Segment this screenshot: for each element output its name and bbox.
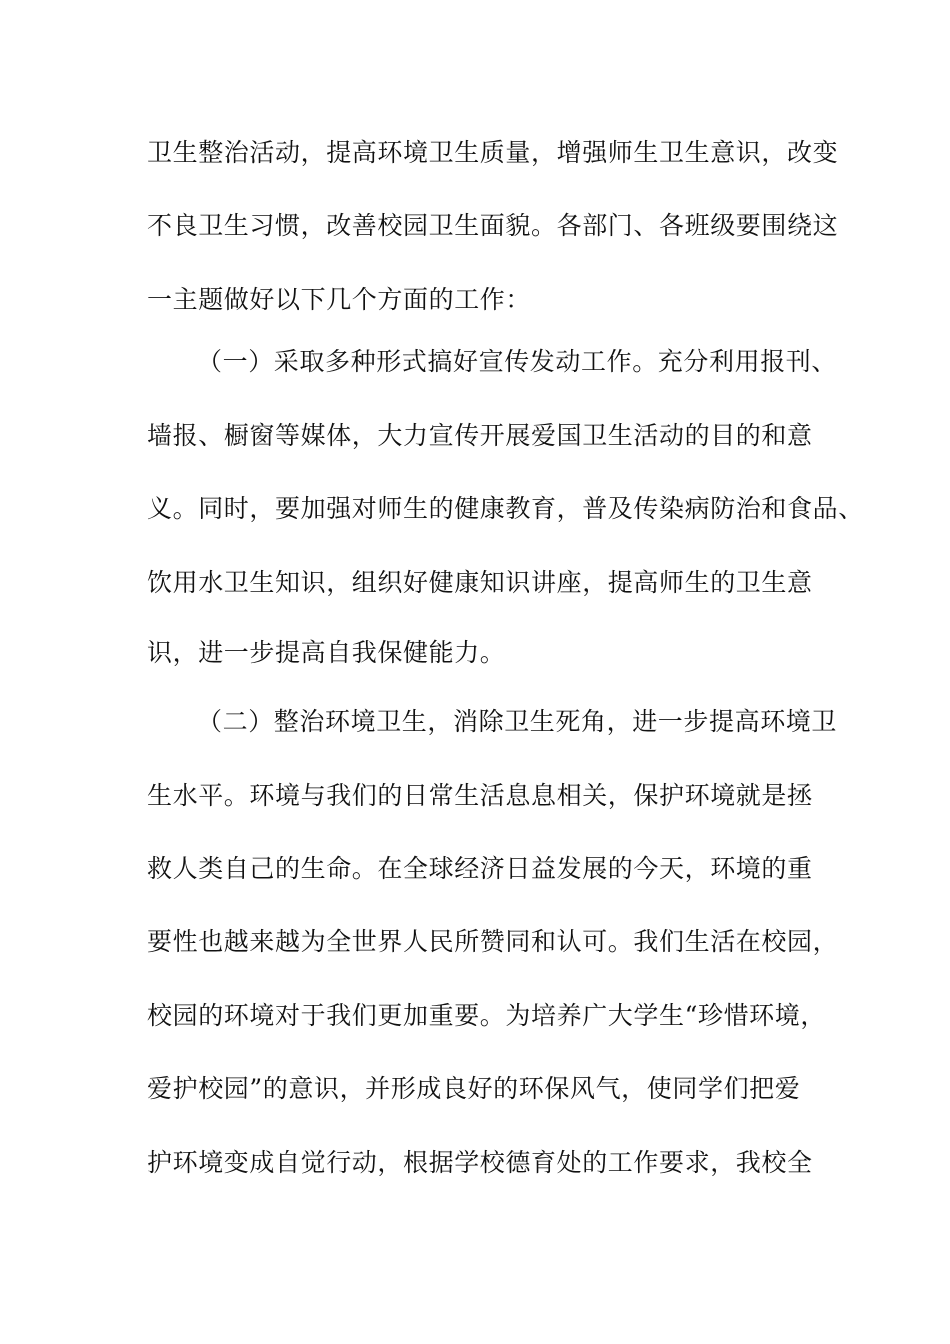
text-line: 墙报、橱窗等媒体，大力宣传开展爱国卫生活动的目的和意	[147, 421, 813, 450]
text-line: 义。同时，要加强对师生的健康教育，普及传染病防治和食品、	[147, 494, 864, 523]
text-line: 卫生整治活动，提高环境卫生质量，增强师生卫生意识，改变	[147, 138, 839, 167]
text-line: 护环境变成自觉行动，根据学校德育处的工作要求，我校全	[147, 1148, 813, 1177]
text-line: 生水平。环境与我们的日常生活息息相关，保护环境就是拯	[147, 781, 813, 810]
paragraph-heading-2: （二）整治环境卫生，消除卫生死角，进一步提高环境卫	[197, 707, 838, 736]
text-line: 要性也越来越为全世界人民所赞同和认可。我们生活在校园，	[147, 927, 839, 956]
paragraph-heading-1: （一）采取多种形式搞好宣传发动工作。充分利用报刊、	[197, 347, 838, 376]
text-line: 一主题做好以下几个方面的工作：	[147, 285, 532, 314]
text-line: 识，进一步提高自我保健能力。	[147, 638, 506, 667]
text-line: 爱护校园”的意识，并形成良好的环保风气，使同学们把爱	[147, 1074, 801, 1103]
text-line: 校园的环境对于我们更加重要。为培养广大学生“珍惜环境，	[147, 1001, 826, 1030]
text-line: 不良卫生习惯，改善校园卫生面貌。各部门、各班级要围绕这	[147, 211, 839, 240]
text-line: 救人类自己的生命。在全球经济日益发展的今天，环境的重	[147, 854, 813, 883]
text-line: 饮用水卫生知识，组织好健康知识讲座，提高师生的卫生意	[147, 568, 813, 597]
